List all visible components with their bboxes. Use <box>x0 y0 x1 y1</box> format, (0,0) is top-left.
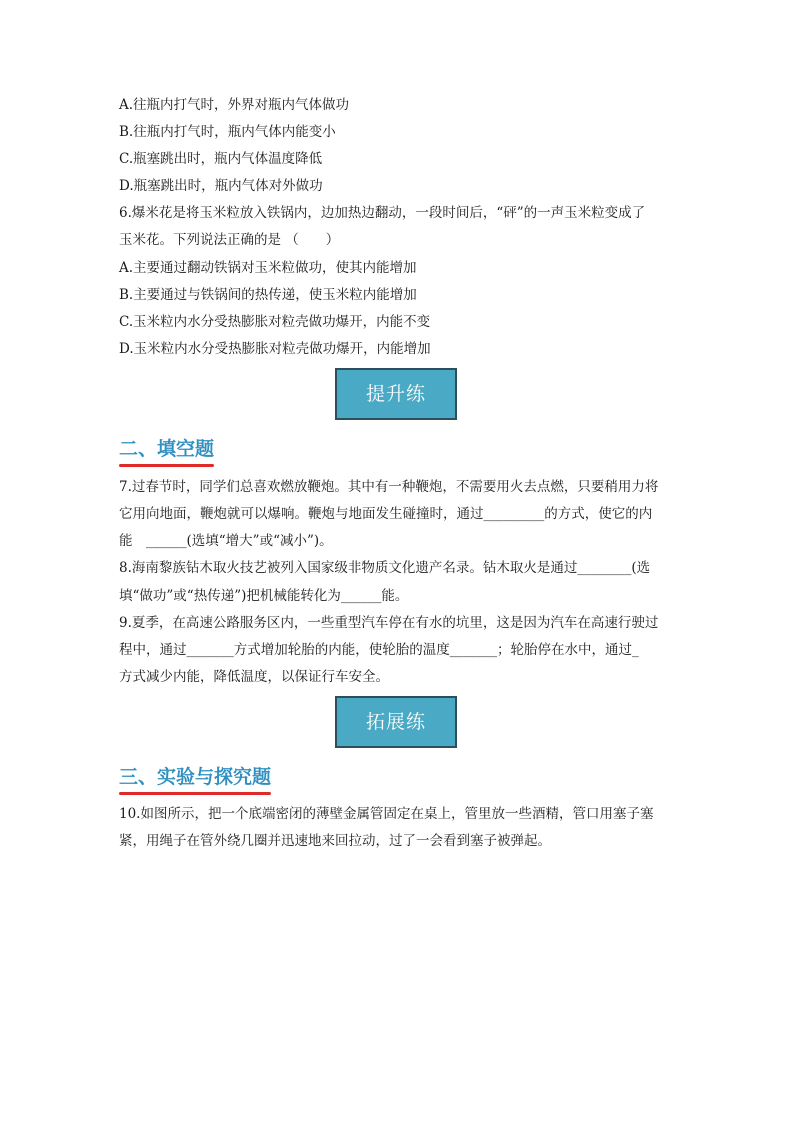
section3-heading <box>119 765 271 789</box>
q6-option-c: C.玉米粒内水分受热膨胀对粒壳做功爆开，内能不变 <box>119 314 431 330</box>
section2-title: 二、填空题 <box>119 438 215 460</box>
section3-underline <box>119 792 271 795</box>
q7-line3: 能 ______(选填“增大”或“减小”)。 <box>119 533 333 549</box>
q6-stem-line2: 玉米花。下列说法正确的是 （ ） <box>119 232 340 248</box>
q5-option-c: C.瓶塞跳出时，瓶内气体温度降低 <box>119 151 323 167</box>
q5-option-d: D.瓶塞跳出时，瓶内气体对外做功 <box>119 178 323 194</box>
q10-line2: 紧，用绳子在管外绕几圈并迅速地来回拉动，过了一会看到塞子被弹起。 <box>119 833 551 849</box>
q7-line2: 它用向地面，鞭炮就可以爆响。鞭炮与地面发生碰撞时，通过_________的方式，使它的内 <box>119 506 653 522</box>
q9-line2: 程中，通过_______方式增加轮胎的内能，使轮胎的温度_______；轮胎停在水中，通过_ <box>119 642 639 658</box>
q8-line1: 8.海南黎族钻木取火技艺被列入国家级非物质文化遗产名录。钻木取火是通过________(选 <box>119 560 651 576</box>
section2-underline <box>119 464 214 467</box>
q6-option-b: B.主要通过与铁锅间的热传递，使玉米粒内能增加 <box>119 287 417 303</box>
section3-title: 三、实验与探究题 <box>119 766 272 788</box>
q5-option-b: B.往瓶内打气时，瓶内气体内能变小 <box>119 124 336 140</box>
banner-improve: 提升练 <box>335 368 457 420</box>
q10-line1: 10.如图所示，把一个底端密闭的薄壁金属管固定在桌上，管里放一些酒精，管口用塞子塞 <box>119 806 654 822</box>
q9-line3: 方式减少内能，降低温度，以保证行车安全。 <box>119 669 389 685</box>
section2-heading <box>119 437 214 461</box>
banner-extend: 拓展练 <box>335 696 457 748</box>
q9-line1: 9.夏季，在高速公路服务区内，一些重型汽车停在有水的坑里，这是因为汽车在高速行驶过 <box>119 615 659 631</box>
q7-line1: 7.过春节时，同学们总喜欢燃放鞭炮。其中有一种鞭炮，不需要用火去点燃，只要稍用力将 <box>119 479 659 495</box>
q5-option-a: A.往瓶内打气时，外界对瓶内气体做功 <box>119 97 350 113</box>
q6-stem-line1: 6.爆米花是将玉米粒放入铁锅内，边加热边翻动，一段时间后，“砰”的一声玉米粒变成了 <box>119 205 646 221</box>
q8-line2: 填“做功”或“热传递”)把机械能转化为______能。 <box>119 588 409 604</box>
q6-option-a: A.主要通过翻动铁锅对玉米粒做功，使其内能增加 <box>119 260 417 276</box>
q6-option-d: D.玉米粒内水分受热膨胀对粒壳做功爆开，内能增加 <box>119 341 431 357</box>
